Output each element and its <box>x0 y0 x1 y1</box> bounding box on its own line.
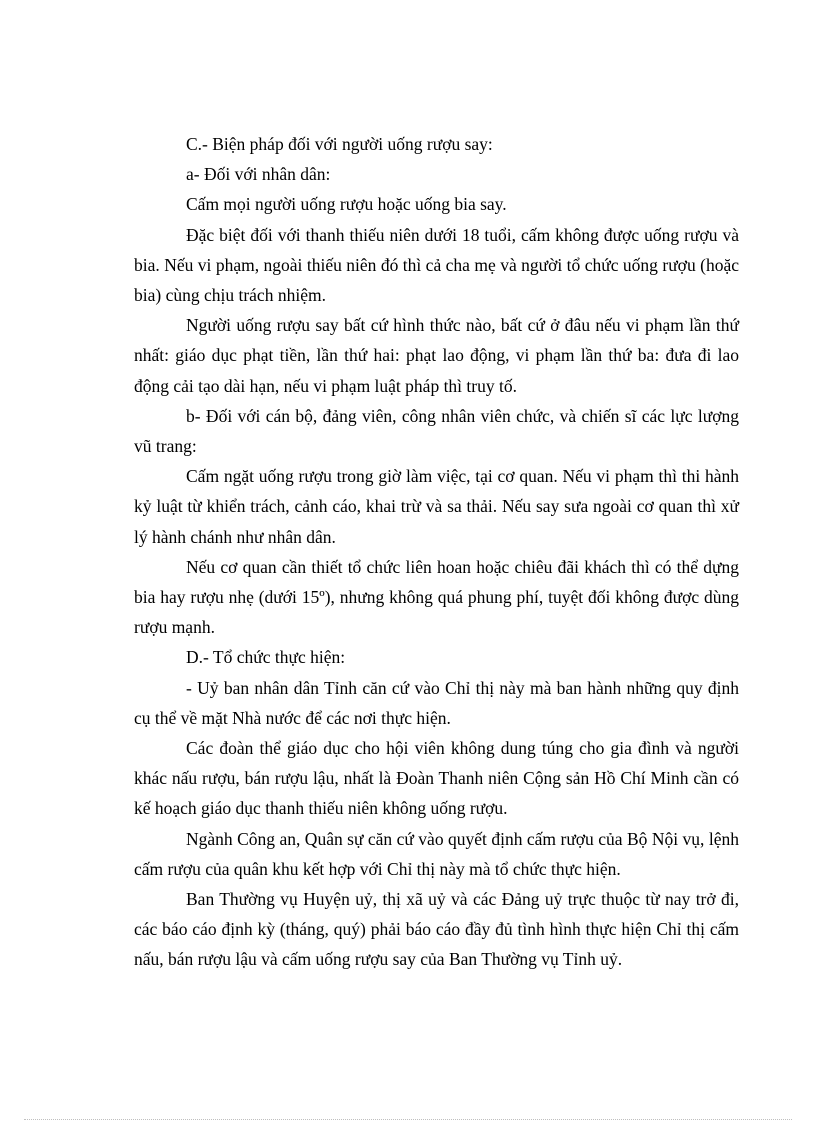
section-d-heading: D.- Tổ chức thực hiện: <box>186 647 346 668</box>
paragraph: - Uỷ ban nhân dân Tỉnh căn cứ vào Chỉ thị này mà ban hành những quy định cụ thể về mặt Nhà nước để các nơi thực hiện. <box>134 677 739 728</box>
paragraph: Nếu cơ quan cần thiết tổ chức liên hoan hoặc chiêu đãi khách thì có thể dựng bia hay rượu nhẹ (dưới 15º), nhưng không quá phung phí, tuyệt đối không được dùng rượu mạnh. <box>134 556 739 638</box>
paragraph: Ban Thường vụ Huyện uỷ, thị xã uỷ và các Đảng uỷ trực thuộc từ nay trở đi, các báo cáo định kỳ (tháng, quý) phải báo cáo đầy đủ tình hình thực hiện Chỉ thị cấm nấu, bán rượu lậu và cấm uống rượu say của Ban Thường vụ Tỉnh uỷ. <box>134 889 739 970</box>
paragraph: Đặc biệt đối với thanh thiếu niên dưới 18 tuổi, cấm không được uống rượu và bia. Nếu vi phạm, ngoài thiếu niên đó thì cả cha mẹ và người tổ chức uống rượu (hoặc bia) cùng chịu trách nhiệm. <box>134 224 739 306</box>
page-bottom-divider <box>24 1119 792 1120</box>
paragraph: Các đoàn thể giáo dục cho hội viên không dung túng cho gia đình và người khác nấu rượu, bán rượu lậu, nhất là Đoàn Thanh niên Cộng sản Hồ Chí Minh cần có kế hoạch giáo dục thanh thiếu niên không uống rượu. <box>134 738 739 819</box>
paragraph: Người uống rượu say bất cứ hình thức nào, bất cứ ở đâu nếu vi phạm lần thứ nhất: giáo dục phạt tiền, lần thứ hai: phạt lao động, vi phạm lần thứ ba: đưa đi lao động cải tạo dài hạn, nếu vi phạm luật pháp thì truy tố. <box>134 315 739 396</box>
document-body <box>134 129 739 975</box>
subsection-a-heading: a- Đối với nhân dân: <box>186 164 331 185</box>
paragraph: Ngành Công an, Quân sự căn cứ vào quyết định cấm rượu của Bộ Nội vụ, lệnh cấm rượu của quân khu kết hợp với Chỉ thị này mà tổ chức thực hiện. <box>134 828 739 879</box>
paragraph: Cấm ngặt uống rượu trong giờ làm việc, tại cơ quan. Nếu vi phạm thì thi hành kỷ luật từ khiển trách, cảnh cáo, khai trừ và sa thải. Nếu say sưa ngoài cơ quan thì xử lý hành chánh như nhân dân. <box>134 466 739 547</box>
paragraph: Cấm mọi người uống rượu hoặc uống bia say. <box>186 194 507 215</box>
section-c-heading: C.- Biện pháp đối với người uống rượu say: <box>186 134 493 154</box>
subsection-b-heading: b- Đối với cán bộ, đảng viên, công nhân viên chức, và chiến sĩ các lực lượng vũ trang: <box>134 405 739 457</box>
